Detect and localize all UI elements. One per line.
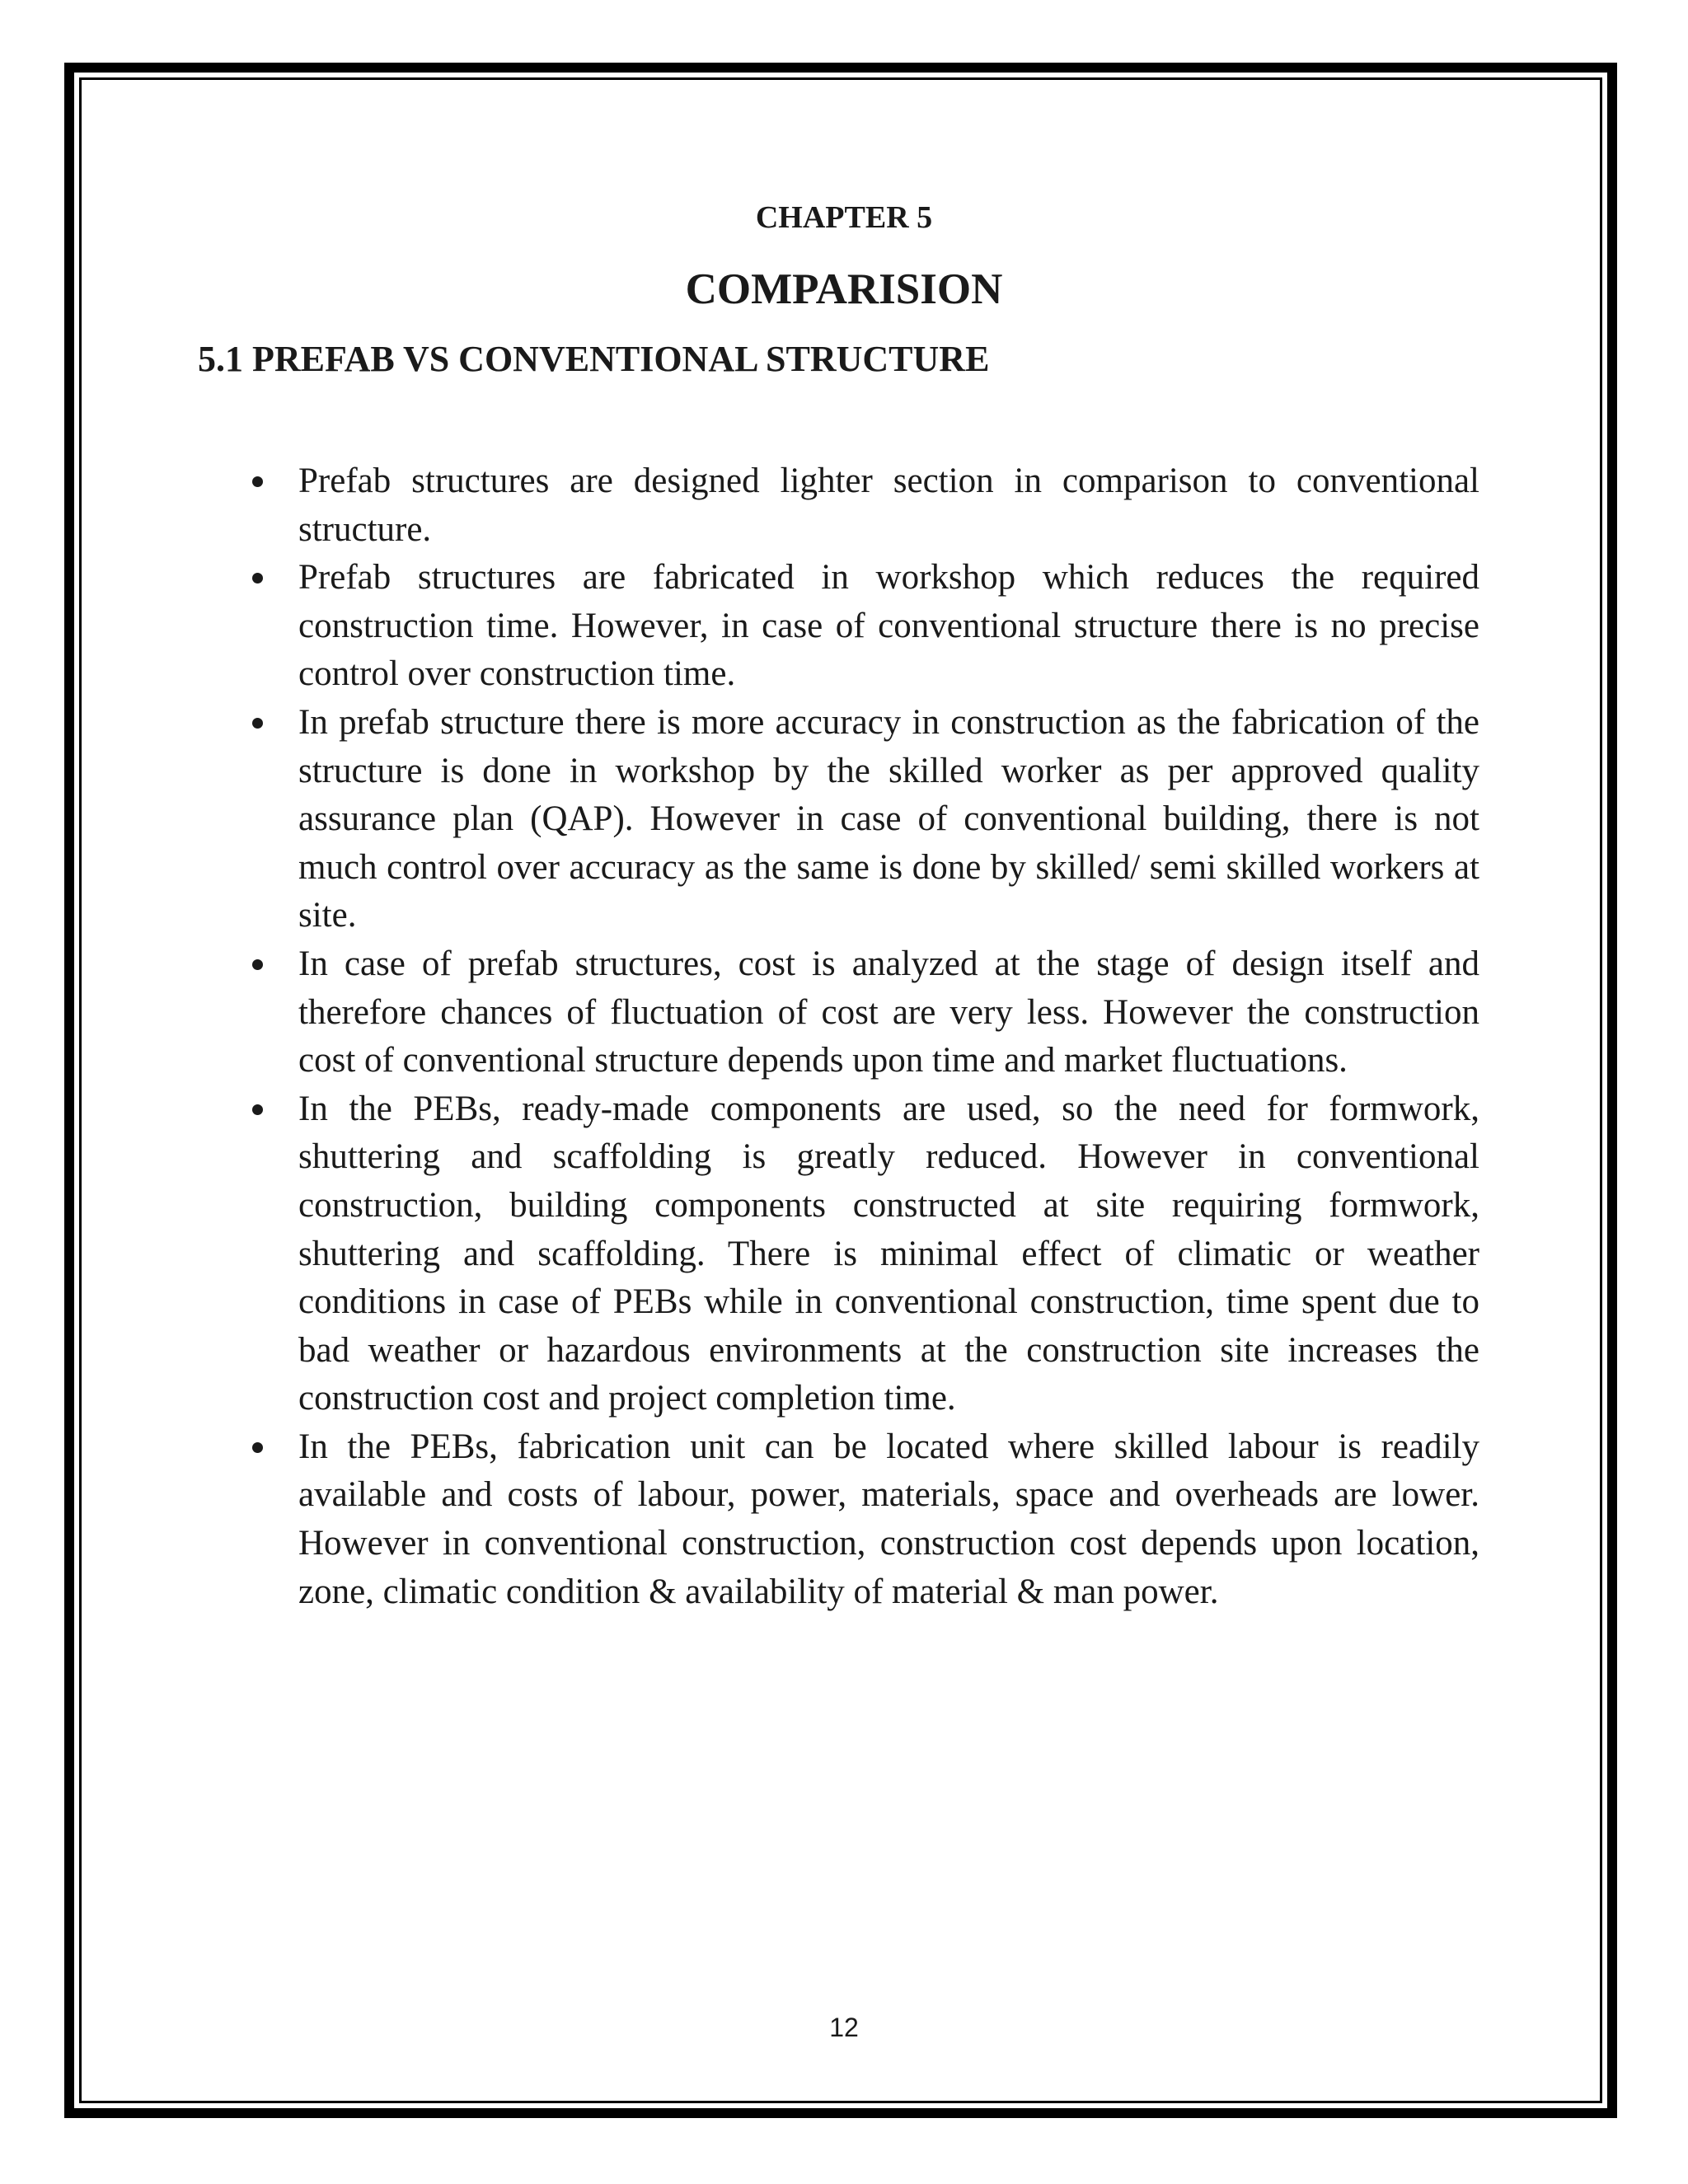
bullet-icon (252, 573, 263, 583)
bullet-text: Prefab structures are fabricated in workshop which reduces the required construction time. However, in case of conventional structure there is no precise control over construction time. (298, 558, 1479, 694)
bullet-text: In the PEBs, fabrication unit can be located where skilled labour is readily available and costs of labour, power, materials, space and overheads are lower. However in conventional construction, construction cost depends upon location, zone, climatic condition & availability of material & man power. (298, 1427, 1479, 1611)
bullet-icon (252, 476, 263, 487)
bullet-icon (252, 1442, 263, 1453)
bullet-item (247, 1423, 1479, 1616)
bullet-text: Prefab structures are designed lighter section in comparison to conventional structure. (298, 462, 1479, 549)
section-heading: 5.1 PREFAB VS CONVENTIONAL STRUCTURE (198, 339, 990, 379)
bullet-item (247, 554, 1479, 699)
comparison-bullet-list (247, 457, 1479, 1616)
bullet-text: In case of prefab structures, cost is analyzed at the stage of design itself and therefore chances of fluctuation of cost are very less. However the construction cost of conventional structure depends upon time and market fluctuations. (298, 944, 1479, 1080)
bullet-icon (252, 959, 263, 970)
bullet-icon (252, 1104, 263, 1115)
bullet-item (247, 457, 1479, 554)
page-number: 12 (829, 2013, 859, 2042)
bullet-text: In the PEBs, ready-made components are used, so the need for formwork, shuttering and scaffolding is greatly reduced. However in conventional construction, building components constructed at site requiring formwork, shuttering and scaffolding. There is minimal effect of climatic or weather conditions in case of PEBs while in conventional construction, time spent due to bad weather or hazardous environments at the construction site increases the construction cost and project completion time. (298, 1089, 1479, 1418)
bullet-item (247, 1085, 1479, 1423)
chapter-label: CHAPTER 5 (755, 200, 933, 235)
bullet-item (247, 940, 1479, 1085)
chapter-title: COMPARISION (685, 265, 1003, 313)
bullet-text: In prefab structure there is more accuracy in construction as the fabrication of the structure is done in workshop by the skilled worker as per approved quality assurance plan (QAP). However in case of conventional building, there is not much control over accuracy as the same is done by skilled/ semi skilled workers at site. (298, 702, 1479, 935)
bullet-icon (252, 718, 263, 729)
bullet-item (247, 699, 1479, 940)
